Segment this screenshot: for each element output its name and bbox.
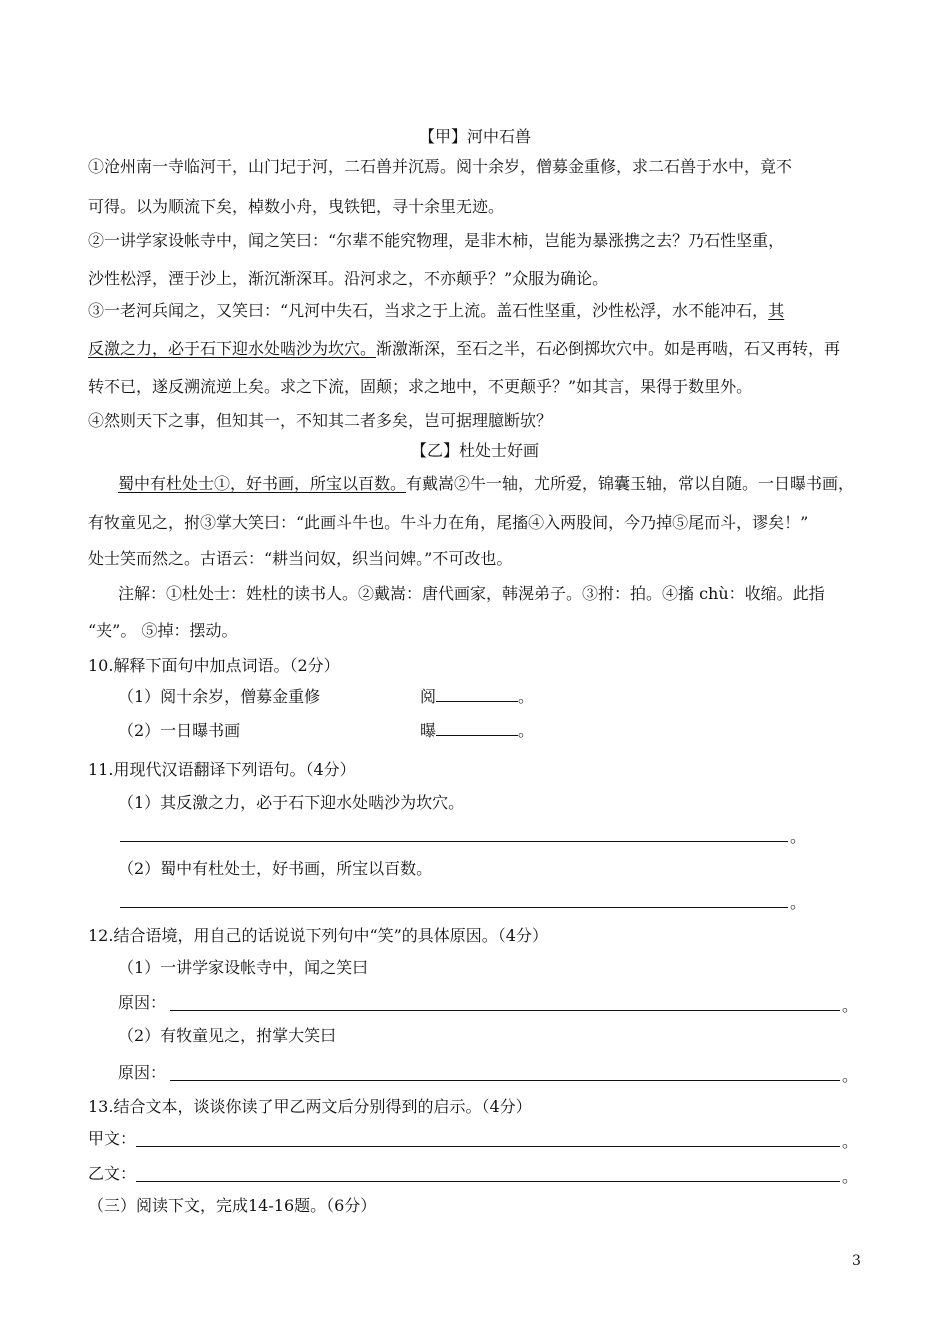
answer-line[interactable] <box>120 841 788 842</box>
line-end-mark: 。 <box>842 996 859 1015</box>
question-item: （2）有牧童见之，拊掌大笑曰 <box>118 1026 337 1045</box>
passage-yi-line-2: 有牧童见之，拊③掌大笑曰：“此画斗牛也。牛斗力在角，尾搐④入两股间，今乃掉⑤尾而斗，谬矣！” <box>88 513 809 532</box>
question-item: （1）一讲学家设帐寺中，闻之笑曰 <box>118 958 369 977</box>
reason-label: 原因： <box>118 1063 167 1082</box>
paragraph-4: ④然则天下之事，但知其一，不知其二者多矣，岂可据理臆断欤？ <box>88 411 553 430</box>
passage-yi-line-3: 处士笑而然之。古语云：“耕当问奴，织当问婢。”不可改也。 <box>88 549 513 568</box>
passage-jia-title: 【甲】河中石兽 <box>418 127 531 146</box>
paragraph-1-line-2: 可得。以为顺流下矣，棹数小舟，曳铁钯，寻十余里无迹。 <box>88 197 505 216</box>
underlined-sentence-start: 其 <box>768 301 785 320</box>
answer-blank[interactable] <box>436 721 518 736</box>
answer-field: 阅 。 <box>420 687 535 706</box>
question-item: （1）阅十余岁，僧募金重修 <box>118 687 321 706</box>
line-end-mark: 。 <box>842 1132 859 1151</box>
paragraph-1-line-1: ①沧州南一寺临河干，山门圮于河，二石兽并沉焉。阅十余岁，僧募金重修，求二石兽于水中，竟不 <box>88 157 793 176</box>
answer-line[interactable] <box>170 1010 840 1011</box>
paragraph-3-line-1: ③一老河兵闻之，又笑曰：“凡河中失石，当求之于上流。盖石性坚重，沙性松浮，水不能冲石，其 <box>88 301 785 320</box>
underlined-sentence: 蜀中有杜处士①，好书画，所宝以百数。 <box>118 474 407 493</box>
answer-line[interactable] <box>136 1181 840 1182</box>
line-end-mark: 。 <box>842 1167 859 1186</box>
question-title: 12.结合语境，用自己的话说说下列句中“笑”的具体原因。（4分） <box>88 926 548 945</box>
line-end-mark: 。 <box>790 827 807 846</box>
paragraph-2-line-2: 沙性松浮，湮于沙上，渐沉渐深耳。沿河求之，不亦颠乎？”众服为确论。 <box>88 269 609 288</box>
jia-label: 甲文： <box>88 1129 137 1148</box>
passage-yi-line-1: 蜀中有杜处士①，好书画，所宝以百数。有戴嵩②牛一轴，尤所爱，锦囊玉轴，常以自随。一日曝书画， <box>118 474 855 493</box>
question-item: （1）其反激之力，必于石下迎水处啮沙为坎穴。 <box>118 793 465 812</box>
yi-label: 乙文： <box>88 1164 137 1183</box>
line-end-mark: 。 <box>790 893 807 912</box>
question-item: （2）一日曝书画 <box>118 721 241 740</box>
paragraph-2-line-1: ②一讲学家设帐寺中，闻之笑曰：“尔辈不能究物理，是非木柿，岂能为暴涨携之去？乃石性坚重， <box>88 231 785 250</box>
question-title: 13.结合文本，谈谈你读了甲乙两文后分别得到的启示。（4分） <box>88 1097 532 1116</box>
answer-blank[interactable] <box>436 687 518 702</box>
page-number: 3 <box>852 1253 861 1269</box>
answer-line[interactable] <box>170 1080 840 1081</box>
passage-yi-title: 【乙】杜处士好画 <box>410 441 539 460</box>
paragraph-3-line-3: 转不已，遂反溯流逆上矣。求之下流，固颠；求之地中，不更颠乎？”如其言，果得于数里外。 <box>88 377 753 396</box>
question-title: 10.解释下面句中加点词语。（2分） <box>88 656 340 675</box>
section-heading: （三）阅读下文，完成14-16题。（6分） <box>88 1196 377 1215</box>
answer-line[interactable] <box>136 1146 840 1147</box>
reason-label: 原因： <box>118 993 167 1012</box>
answer-line[interactable] <box>120 907 788 908</box>
annotation-line-2: “夹”。 ⑤掉：摆动。 <box>88 621 238 640</box>
paragraph-3-line-2: 反激之力，必于石下迎水处啮沙为坎穴。渐激渐深，至石之半，石必倒掷坎穴中。如是再啮，石又再转，再 <box>88 339 841 358</box>
question-item: （2）蜀中有杜处士，好书画，所宝以百数。 <box>118 859 433 878</box>
underlined-sentence: 反激之力，必于石下迎水处啮沙为坎穴。 <box>88 339 377 358</box>
answer-field: 曝 。 <box>420 721 535 740</box>
line-end-mark: 。 <box>842 1066 859 1085</box>
annotation-line-1: 注解：①杜处士：姓杜的读书人。②戴嵩：唐代画家，韩滉弟子。③拊：拍。④搐 chù：收缩。此指 <box>118 584 825 603</box>
question-title: 11.用现代汉语翻译下列语句。（4分） <box>88 760 356 779</box>
